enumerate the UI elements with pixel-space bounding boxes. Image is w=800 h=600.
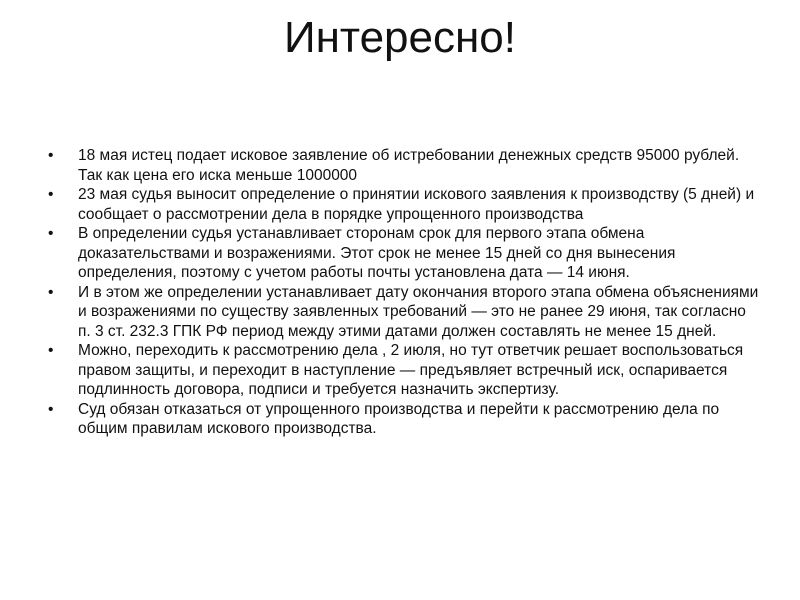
bullet-icon: • (48, 283, 54, 301)
bullet-text: 18 мая истец подает исковое заявление об истребовании денежных средств 95000 рублей. Так как цена его иска меньше 1000000 (78, 147, 740, 184)
bullet-icon: • (48, 225, 54, 242)
bullet-item (48, 146, 760, 185)
bullet-text: Можно, переходить к рассмотрению дела , 2 июля, но тут ответчик решает воспользоваться правом защиты, и переходит в наступление — предъявляет встречный иск, оспаривается подлинность договора, подписи и требуется назначить экспертизу. (78, 342, 744, 398)
bullet-item (48, 400, 760, 439)
bullet-icon: • (48, 147, 54, 164)
slide-title: Интересно! (284, 13, 516, 62)
bullet-item (48, 283, 760, 342)
bullet-item (48, 185, 760, 224)
bullet-text: И в этом же определении устанавливает дату окончания второго этапа обмена объяснениями и возражениями по существу заявленных требований — это не ранее 29 июня, так согласно п. 3 ст. 232.3 ГПК РФ период между этими датами должен составлять не менее 15 дней. (78, 283, 759, 340)
bullet-item (48, 341, 760, 400)
bullet-item (48, 224, 760, 283)
bullet-list (48, 146, 760, 439)
bullet-icon: • (48, 400, 54, 418)
bullet-text: Суд обязан отказаться от упрощенного производства и перейти к рассмотрению дела по общим правилам искового производства. (78, 400, 720, 437)
bullet-text: 23 мая судья выносит определение о принятии искового заявления к производству (5 дней) и сообщает о рассмотрении дела в порядке упрощенного производства (78, 186, 755, 223)
bullet-text: В определении судья устанавливает сторонам срок для первого этапа обмена доказательствами и возражениями. Этот срок не менее 15 дней со дня вынесения определения, поэтому с учетом работы почты установлена дата — 14 июня. (78, 225, 676, 281)
bullet-icon: • (48, 186, 54, 203)
bullet-icon: • (48, 342, 54, 359)
